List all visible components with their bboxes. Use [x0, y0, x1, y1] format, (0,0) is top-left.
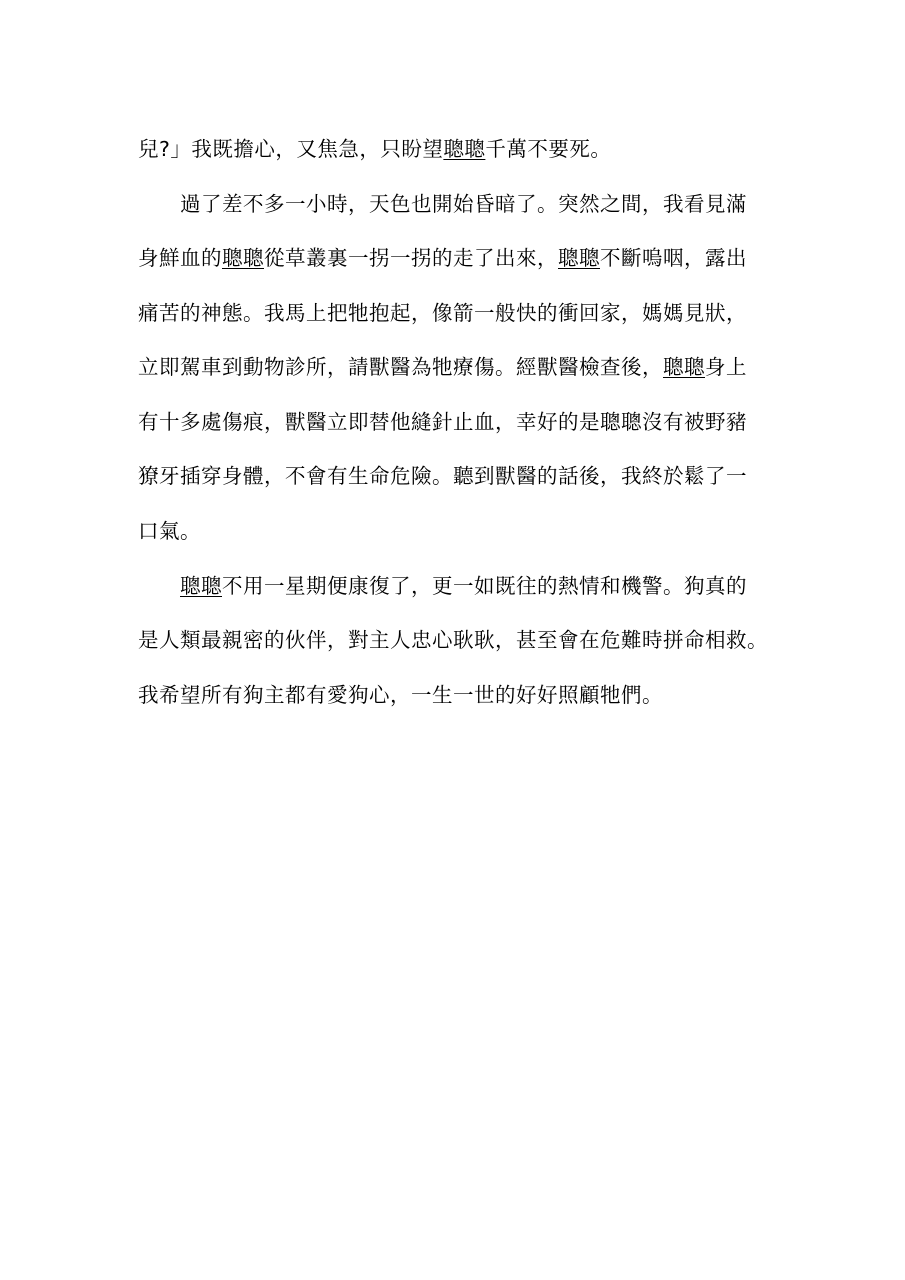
paragraph-2-line-7: 口氣。 [138, 519, 201, 543]
underlined-name: 聰聰 [558, 246, 600, 270]
underlined-name: 聰聰 [443, 137, 486, 161]
text-segment: 不用一星期便康復了，更一如既往的熱情和機警。狗真的 [222, 574, 747, 598]
text-segment: 從草叢裏一拐一拐的走了出來， [264, 246, 558, 270]
paragraph-1-line-1 [138, 134, 611, 164]
paragraph-2-line-1: 過了差不多一小時，天色也開始昏暗了。突然之間，我看見滿 [180, 192, 747, 216]
paragraph-2-line-2 [138, 243, 747, 273]
underlined-name: 聰聰 [663, 355, 705, 379]
paragraph-2-line-6: 獠牙插穿身體，不會有生命危險。聽到獸醫的話後，我終於鬆了一 [138, 464, 747, 488]
text-segment: 身鮮血的 [138, 246, 222, 270]
paragraph-2-line-4 [138, 352, 747, 382]
underlined-name: 聰聰 [222, 246, 264, 270]
paragraph-2-line-3: 痛苦的神態。我馬上把牠抱起，像箭一般快的衝回家，媽媽見狀， [138, 301, 747, 325]
text-segment: 立即駕車到動物診所，請獸醫為牠療傷。經獸醫檢查後， [138, 355, 663, 379]
text-segment: 兒?」我既擔心，又焦急，只盼望 [138, 137, 444, 161]
paragraph-2-line-5: 有十多處傷痕，獸醫立即替他縫針止血，幸好的是聰聰沒有被野豬 [138, 410, 747, 434]
underlined-name: 聰聰 [180, 574, 222, 598]
paragraph-3-line-2: 是人類最親密的伙伴，對主人忠心耿耿，甚至會在危難時拼命相救。 [138, 628, 768, 652]
text-segment: 千萬不要死。 [485, 137, 612, 161]
paragraph-3-line-1 [180, 571, 747, 601]
text-segment: 身上 [705, 355, 747, 379]
text-segment: 不斷嗚咽，露出 [600, 246, 747, 270]
paragraph-3-line-3: 我希望所有狗主都有愛狗心，一生一世的好好照顧牠們。 [138, 683, 663, 707]
